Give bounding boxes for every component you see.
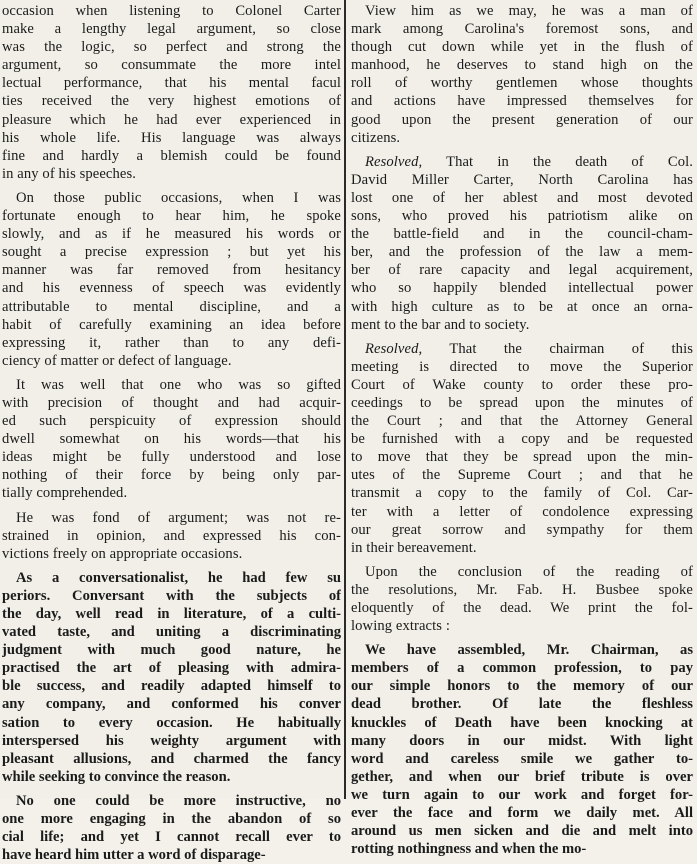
text-line: members of a common profession, to pay <box>351 660 693 677</box>
text-line: and his evenness of speech was evidently <box>2 280 341 297</box>
column-divider <box>344 0 346 799</box>
resolved-label: Resolved, <box>365 340 423 357</box>
text-line: meeting is directed to move the Superior <box>351 358 693 375</box>
text-line: word and careless smile we gather to- <box>351 750 693 767</box>
text-line: cial life; and yet I cannot recall ever to <box>2 829 341 846</box>
text-line: manner was far removed from hesitancy <box>2 262 341 279</box>
text-line: We have assembled, Mr. Chairman, as <box>365 642 693 659</box>
paragraph <box>351 563 693 635</box>
text-line: It was well that one who was so gifted <box>16 376 341 393</box>
paragraph <box>351 641 693 858</box>
text-line: to move that they be spread upon the min- <box>351 449 693 466</box>
text-line: with high culture as to be at once an orna- <box>351 298 693 315</box>
text-line: pleasure which he had ever experienced in <box>2 111 341 128</box>
text-line: victions freely on appropriate occasions. <box>2 545 243 562</box>
text-line: was the logic, so perfect and strong the <box>2 39 341 56</box>
text-line: dwell somewhat on his words—that his <box>2 431 341 448</box>
text-line: expressing it, rather than to any defi- <box>2 334 341 351</box>
left-column <box>2 2 341 864</box>
text-line: be furnished with a copy and be requested <box>351 431 693 448</box>
text-line: On those public occasions, when I was <box>16 189 341 206</box>
text-line: sons, who proved his patriotism alike on <box>351 208 693 225</box>
text-line: in their bereavement. <box>351 539 477 556</box>
text-line: good upon the present generation of our <box>351 111 693 128</box>
text-line: slowly, and as if he measured his words or <box>2 226 341 243</box>
text-line: No one could be more instructive, no <box>16 792 341 809</box>
text-line: one more engaging in the abandon of so <box>2 811 341 828</box>
text-line: his whole life. His language was always <box>2 129 341 146</box>
text-line: roll of worthy gentlemen whose thoughts <box>351 75 693 92</box>
text-line <box>351 153 693 171</box>
text-line: transmit a copy to the family of Col. Car- <box>351 485 693 502</box>
text-line: David Miller Carter, North Carolina has <box>351 171 693 188</box>
text-line: the Court ; and that the Attorney General <box>351 413 693 430</box>
text-line: As a conversationalist, he had few su <box>16 569 341 586</box>
text-line: with precision of thought and had acquir- <box>2 394 341 411</box>
text-line: fine and hardly a blemish could be found <box>2 147 341 164</box>
text-line: our simple honors to the memory of our <box>351 678 693 695</box>
text-line: vated taste, and uniting a discriminating <box>2 624 341 641</box>
text-line: though cut down while yet in the flush of <box>351 39 693 56</box>
text-line: interspersed his weighty argument with <box>2 732 341 749</box>
text-line: lost one of her ablest and most devoted <box>351 189 693 206</box>
text-fragment: That in the death of Col. <box>422 153 693 170</box>
text-line: ble success, and readily adapted himself to <box>2 678 341 695</box>
text-line: the resolutions, Mr. Fab. H. Busbee spoke <box>351 581 693 598</box>
text-line: ter with a letter of condolence expressing <box>351 503 693 520</box>
text-line: sought a precise expression ; but yet his <box>2 244 341 261</box>
text-line: practised the art of pleasing with admira- <box>2 660 341 677</box>
text-line: lectual performance, that his mental facul <box>2 75 341 92</box>
text-line: make a lengthy legal argument, so close <box>2 21 341 38</box>
text-line: nothing of their force by being only par- <box>2 467 341 484</box>
text-line: many doors in our midst. With light <box>351 732 693 749</box>
text-line: the day, well read in literature, of a culti- <box>2 606 341 622</box>
text-line: Upon the conclusion of the reading of <box>365 563 693 580</box>
right-column <box>351 2 693 858</box>
text-line: any company, and conformed his conver <box>2 696 341 713</box>
text-line: ceedings to be spread upon the minutes of <box>351 394 693 411</box>
paragraph <box>2 376 341 503</box>
text-line: and actions have impressed themselves for <box>351 93 693 110</box>
text-line: tially comprehended. <box>2 485 128 502</box>
text-line: we turn again to our work and forget for- <box>351 786 693 803</box>
text-line: judgment with much good nature, he <box>2 642 341 659</box>
text-line: gether, and when our brief tribute is over <box>351 768 693 785</box>
text-line: eloquently of the dead. We print the fol- <box>351 600 693 616</box>
text-line: dead brother. Of late the fleshless <box>351 696 693 713</box>
text-line: knuckles of Death have been knocking at <box>351 714 693 731</box>
text-line: argument, so consummate the more intel <box>2 57 341 74</box>
text-line <box>351 340 693 358</box>
text-line: ber, and the profession of the law a mem- <box>351 244 693 261</box>
text-line: ment to the bar and to society. <box>351 316 530 333</box>
text-line: occasion when listening to Colonel Carter <box>2 3 341 19</box>
paragraph <box>2 569 341 786</box>
paragraph <box>2 2 341 183</box>
text-fragment: That the chairman of this <box>422 340 693 357</box>
text-line: manhood, he deserves to stand high on the <box>351 57 693 74</box>
paragraph <box>351 340 693 557</box>
text-line: He was fond of argument; was not re- <box>16 509 341 526</box>
paragraph <box>2 792 341 864</box>
text-line: have heard him utter a word of disparage- <box>2 847 266 864</box>
text-line: habit of carefully examining an idea before <box>2 316 341 333</box>
text-line: utes of the Supreme Court ; and that he <box>351 467 693 484</box>
text-line: who so happily blended intellectual power <box>351 280 693 297</box>
text-line: pleasant allusions, and charmed the fancy <box>2 750 341 767</box>
text-line: lowing extracts : <box>351 618 450 635</box>
text-line: fortunate enough to hear him, he spoke <box>2 208 341 225</box>
text-line: ideas might be fully understood and lose <box>2 449 341 466</box>
text-line: ever the face and form we daily met. All <box>351 805 693 822</box>
text-line: rotting nothingness and when the mo- <box>351 841 587 858</box>
text-line: sation to every occasion. He habitually <box>2 714 341 731</box>
text-line: citizens. <box>351 129 401 146</box>
text-line: periors. Conversant with the subjects of <box>2 587 341 604</box>
resolved-label: Resolved, <box>365 153 423 170</box>
text-line: attributable to mental discipline, and a <box>2 298 341 315</box>
text-line: around us men sicken and die and melt into <box>351 823 693 840</box>
paragraph <box>2 509 341 563</box>
text-line: View him as we may, he was a man of <box>365 3 693 19</box>
text-line: ed such perspicuity of expression should <box>2 413 341 430</box>
text-line: while seeking to convince the reason. <box>2 768 231 785</box>
text-line: Court of Wake county to order these pro- <box>351 376 693 393</box>
text-line: in any of his speeches. <box>2 165 137 182</box>
text-line: our great sorrow and sympathy for them <box>351 521 693 538</box>
paragraph <box>351 2 693 147</box>
text-line: the battle-field and in the council-cham- <box>351 226 693 243</box>
text-line: mark among Carolina's foremost sons, and <box>351 21 693 38</box>
paragraph <box>351 153 693 334</box>
text-line: ber of rare capacity and legal acquirement, <box>351 262 693 279</box>
text-line: ties received the very highest emotions of <box>2 93 341 110</box>
text-line: ciency of matter or defect of language. <box>2 352 232 369</box>
paragraph <box>2 189 341 370</box>
text-line: strained in opinion, and expressed his con- <box>2 527 341 544</box>
